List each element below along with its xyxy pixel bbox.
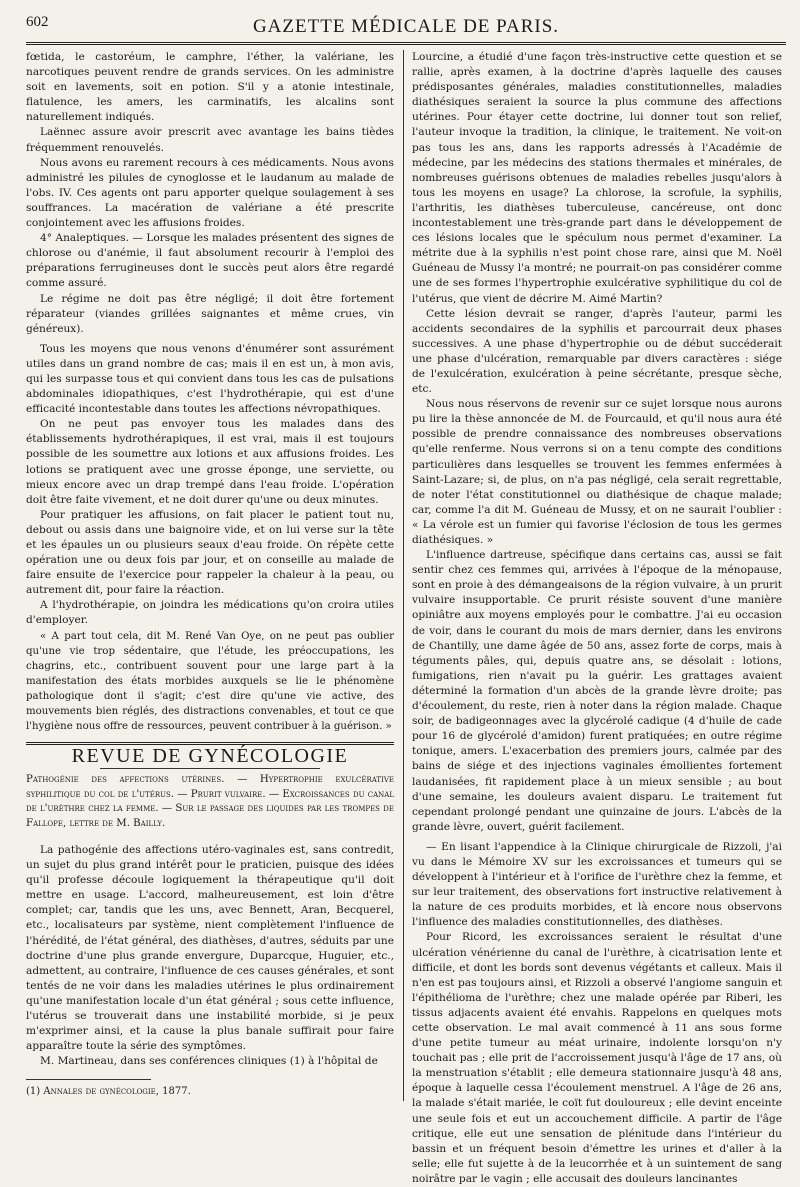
section-title: REVUE DE GYNÉCOLOGIE (71, 745, 349, 768)
page-number: 602 (26, 14, 49, 30)
paragraph: — En lisant l'appendice à la Clinique chirurgicale de Rizzoli, j'ai vu dans le Mémoire XV sur les excroissances et tumeurs qui se développent à l'intérieur et à l'orifice de l'urèthre chez la femme, et sur leur traitement, des observations fort instructive relativement à la nature de ces produits morbides, et là encore nous observons l'influence des maladies constitutionnelles, des diathèses. (412, 840, 782, 929)
paragraph: La pathogénie des affections utéro-vaginales est, sans contredit, un sujet du plus grand intérêt pour le praticien, puisque des idées qu'il professe découle logiquement la thérapeutique qu'il doit mettre en usage. L'accord, malheureusement, est loin d'être complet; car, tandis que les uns, avec Bennett, Aran, Becquerel, etc., localisateurs par système, nient complètement l'influence de l'hérédité, de l'état général, des diathèses, d'autres, séduits par une doctrine d'une plus grande envergure, Duparcque, Huguier, etc., admettent, au contraire, l'influence de ces causes générales, et sont tentés de ne voir dans les maladies utérines le plus ordinairement qu'une manifestation locale d'un état général ; sous cette influence, l'utérus se trouverait dans une instabilité morbide, si je peux m'exprimer ainsi, et la cause la plus banale suffirait pour faire apparaître toute la série des symptômes. (26, 843, 394, 1053)
paragraph: Nous nous réservons de revenir sur ce sujet lorsque nous aurons pu lire la thèse annoncée de M. de Fourcauld, et qu'il nous aura été possible de prendre connaissance des nombreuses observations qu'elle renferme. Nous verrons si on a tenu compte des conditions particulières dans lesquelles se trouvent les femmes enfermées à Saint-Lazare; si, de plus, on n'a pas négligé, cela serait regrettable, de noter l'état constitutionnel ou diathésique de chaque malade; car, comme l'a dit M. Guéneau de Mussy, et on ne saurait l'oublier : « La vérole est un fumier qui favorise l'éclosion de tous les germes diathésiques. » (412, 398, 782, 546)
paragraph: Le régime ne doit pas être négligé; il doit être fortement réparateur (viandes grillées saignantes et même crues, vin généreux). (26, 292, 394, 335)
paragraph: Tous les moyens que nous venons d'énumérer sont assurément utiles dans un grand nombre de cas; mais il en est un, à mon avis, qui les surpasse tous et qui convient dans tous les cas de pulsations abdominales idiopathiques, c'est l'hydrothérapie, qui est d'une efficacité incontestable dans toutes les affections névropathiques. (26, 342, 394, 416)
paragraph: fœtida, le castoréum, le camphre, l'éther, la valériane, les narcotiques peuvent rendre de grands services. On les administre soit en lavements, soit en potion. S'il y a atonie intestinale, flatulence, les amers, les carminatifs, les alcalins sont naturellement indiqués. (26, 51, 394, 124)
paragraph: Laënnec assure avoir prescrit avec avantage les bains tièdes fréquemment renouvelés. (26, 126, 394, 154)
section-summary: Pathogénie des affections utérines. — Hypertrophie exulcérative syphilitique du col de l'utérus. — Prurit vulvaire. — Excroissances du canal de l'urèthre chez la femme. — Sur le passage des liquides par les trompes de Fallope, lettre de M. Bailly. (26, 774, 394, 829)
column-divider (403, 50, 404, 1101)
paragraph: L'influence dartreuse, spécifique dans certains cas, aussi se fait sentir chez ces femmes qui, arrivées à l'époque de la ménopause, sont en proie à des démangeaisons de la région vulvaire, à un prurit vulvaire insupportable. Ce prurit résiste souvent d'une manière opiniâtre aux moyens employés pour le combattre. J'ai eu occasion de voir, dans le courant du mois de mars dernier, dans les environs de Chantilly, une dame âgée de 50 ans, assez forte de corps, mais à téguments pâles, qui, depuis quatre ans, se désolait : lotions, fumigations, rien n'avait pu la guérir. Les grattages avaient déterminé la formation d'un abcès de la grande lèvre droite; pas d'écoulement, du reste, rien à noter dans la région malade. Chaque soir, de badigeonnages avec la glycérolé cadique (4 d'huile de cade pour 16 de glycérolé d'amidon) furent pratiquées; en outre régime tonique, amers. L'exacerbation des premiers jours, calmée par des bains de siége et des injections vaginales émollientes fortement laudanisées, fit rapidement place à un mieux sensible ; au bout d'une semaine, les douleurs avaient disparu. Le traitement fut cependant prolongé pendant une quinzaine de jours. L'abcès de la grande lèvre, ouvert, guérit facilement. (412, 549, 782, 833)
paragraph: M. Martineau, dans ses conférences cliniques (1) à l'hôpital de (40, 1055, 378, 1068)
left-column (26, 50, 394, 1101)
paragraph: 4° Analeptiques. — Lorsque les malades présentent des signes de chlorose ou d'anémie, il faut absolument recourir à l'emploi des préparations ferrugineuses dont le succès peut alors être regardé comme assuré. (26, 232, 394, 290)
footnote-rule (26, 1079, 151, 1080)
section-title-rule (100, 768, 321, 769)
paragraph: Cette lésion devrait se ranger, d'après l'auteur, parmi les accidents secondaires de la syphilis et parcourrait deux phases successives. A une phase d'hypertrophie ou de début succéderait une phase d'ulcération, remarquable par divers caractères : siége de l'exulcération, exulcération à peine sécrétante, presque sèche, etc. (412, 307, 782, 396)
page-header (26, 14, 786, 44)
paragraph: On ne peut pas envoyer tous les malades dans des établissements hydrothérapiques, il est vrai, mais il est toujours possible de les soumettre aux lotions et aux affusions froides. Les lotions se pratiquent avec une grosse éponge, une serviette, ou mieux encore avec un drap trempé dans l'eau froide. L'opération doit être faite vivement, et ne doit durer qu'une ou deux minutes. (26, 418, 394, 506)
journal-title: GAZETTE MÉDICALE DE PARIS. (252, 16, 560, 37)
paragraph: Pour Ricord, les excroissances seraient le résultat d'une ulcération vénérienne du canal de l'urèthre, à cicatrisation lente et difficile, et dont les bords sont devenus végétants et calleux. Mais il n'en est pas toujours ainsi, et Rizzoli a observé l'angiome sanguin et l'épithélioma de l'urèthre; chez une malade opérée par Riberi, les tissus adjacents avaient été envahis. Rappelons en quelques mots cette observation. Le mal avait commencé à 11 ans sous forme d'une petite tumeur au méat urinaire, indolente lorsqu'on n'y touchait pas ; elle prit de l'accroissement jusqu'à l'âge de 17 ans, où la menstruation s'établit ; elle demeura stationnaire jusqu'à 48 ans, époque à laquelle cessa l'écoulement menstruel. A l'âge de 26 ans, la malade s'était mariée, le coït fut douloureux ; elle devint enceinte une seule fois et eut un accouchement difficile. A partir de l'âge critique, elle eut une sensation de plénitude dans l'intérieur du bassin et un fréquent besoin d'émettre les urines et d'aller à la selle; elle fut sujette à de la leucorrhée et à un suintement de sang noirâtre par le vagin ; elle accusait des douleurs lancinantes (412, 931, 782, 1185)
paragraph: Nous avons eu rarement recours à ces médicaments. Nous avons administré les pilules de cynoglosse et le laudanum au malade de l'obs. IV. Ces agents ont paru apporter quelque soulagement à ses souffrances. La macération de valériane a été prescrite conjointement avec les affusions froides. (26, 156, 394, 230)
paragraph: Pour pratiquer les affusions, on fait placer le patient tout nu, debout ou assis dans une baignoire vide, et on lui verse sur la tête et les épaules un ou plusieurs seaux d'eau froide. On répète cette opération une ou deux fois par jour, et on conseille au malade de faire ensuite de l'exercice pour rappeler la chaleur à la peau, ou autrement dit, pour faire la réaction. (26, 508, 394, 597)
paragraph: A l'hydrothérapie, on joindra les médications qu'on croira utiles d'employer. (26, 599, 394, 627)
header-rule (26, 42, 786, 45)
right-column (412, 50, 782, 1185)
paragraph: Lourcine, a étudié d'une façon très-instructive cette question et se rallie, après examen, à la doctrine d'après laquelle des causes prédisposantes générales, maladies constitutionnelles, maladies diathésiques seraient la source la plus commune des affections utérines. Pour étayer cette doctrine, lui donner tout son relief, l'auteur invoque la tradition, la clinique, le traitement. Ne voit-on pas tous les ans, dans les rapports adressés à l'Académie de médecine, par les médecins des stations thermales et minérales, de nombreuses guérisons obtenues de maladies rebelles jusqu'alors à tous les moyens en usage? La chlorose, la scrofule, la syphilis, l'arthritis, les diathèses tuberculeuse, cancéreuse, ont donc incontestablement une très-grande part dans le développement de ces lésions locales que le spéculum nous permet d'examiner. La métrite due à la syphilis n'est point chose rare, ainsi que M. Noël Guéneau de Mussy l'a montré; ne pourrait-on pas considérer comme une de ses formes l'hypertrophie exulcérative syphilitique du col de l'utérus, que vient de décrire M. Aimé Martin? (412, 51, 782, 305)
footnote: (1) Annales de gynécologie, 1877. (26, 1086, 191, 1098)
quotation-paragraph: « A part tout cela, dit M. René Van Oye, on ne peut pas oublier qu'une vie trop sédentaire, que l'étude, les préoccupations, les chagrins, etc., contribuent souvent pour une large part à la manifestation des états morbides auxquels se lie le phénomène pathologique dont il s'agit; c'est dire qu'une vie active, des mouvements bien réglés, des distractions convenables, et tout ce que l'hygiène nous offre de ressources, peuvent contribuer à la guérison. » (26, 630, 394, 733)
